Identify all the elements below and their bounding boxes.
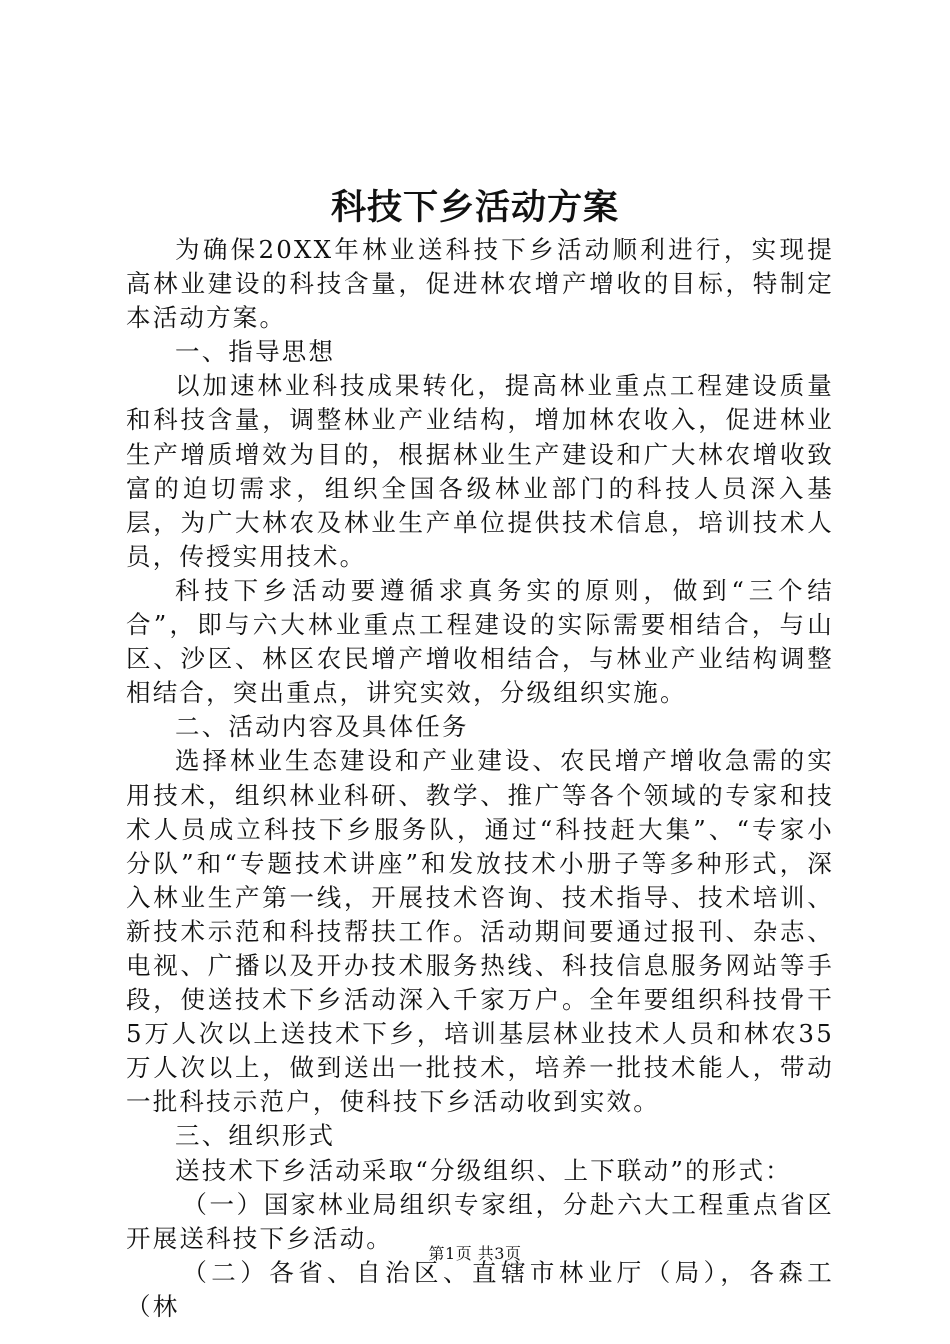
- document-title: 科技下乡活动方案: [330, 187, 619, 228]
- list-item-two: （二）各省、自治区、直辖市林业厅（局），各森工（林: [126, 1257, 834, 1321]
- body-paragraph: 以加速林业科技成果转化，提高林业重点工程建设质量和科技含量，调整林业产业结构，增加林农收入，促进林业生产增质增效为目的，根据林业生产建设和广大林农增收致富的迫切需求，组织全国各级林业部门的科技人员深入基层，为广大林农及林业生产单位提供技术信息，培训技术人员，传授实用技术。: [126, 371, 834, 571]
- list-item-one: （一）国家林业局组织专家组，分赴六大工程重点省区开展送科技下乡活动。: [126, 1189, 834, 1253]
- body-paragraph: 选择林业生态建设和产业建设、农民增产增收急需的实用技术，组织林业科研、教学、推广等各个领域的专家和技术人员成立科技下乡服务队，通过“科技赶大集”、“专家小分队”和“专题技术讲座”和发放技术小册子等多种形式，深入林业生产第一线，开展技术咨询、技术指导、技术培训、新技术示范和科技帮扶工作。活动期间要通过报刊、杂志、电视、广播以及开办技术服务热线、科技信息服务网站等手段，使送技术下乡活动深入千家万户。全年要组织科技骨干5万人次以上送技术下乡，培训基层林业技术人员和林农35万人次以上，做到送出一批技术，培养一批技术能人，带动一批科技示范户，使科技下乡活动收到实效。: [126, 746, 834, 1117]
- page-number-footer: 第1页 共3页: [428, 1244, 522, 1263]
- section-heading-guiding-ideology: 一、指导思想: [175, 337, 336, 367]
- body-paragraph: 送技术下乡活动采取“分级组织、上下联动”的形式：: [175, 1155, 792, 1185]
- section-heading-activity-content: 二、活动内容及具体任务: [175, 712, 469, 742]
- section-heading-organization-form: 三、组织形式: [175, 1121, 336, 1151]
- body-paragraph: 科技下乡活动要遵循求真务实的原则，做到“三个结合”，即与六大林业重点工程建设的实际需要相结合，与山区、沙区、林区农民增产增收相结合，与林业产业结构调整相结合，突出重点，讲究实效，分级组织实施。: [126, 575, 834, 708]
- document-body: [126, 233, 834, 1324]
- intro-paragraph: 为确保20XX年林业送科技下乡活动顺利进行，实现提高林业建设的科技含量，促进林农增产增收的目标，特制定本活动方案。: [126, 235, 834, 333]
